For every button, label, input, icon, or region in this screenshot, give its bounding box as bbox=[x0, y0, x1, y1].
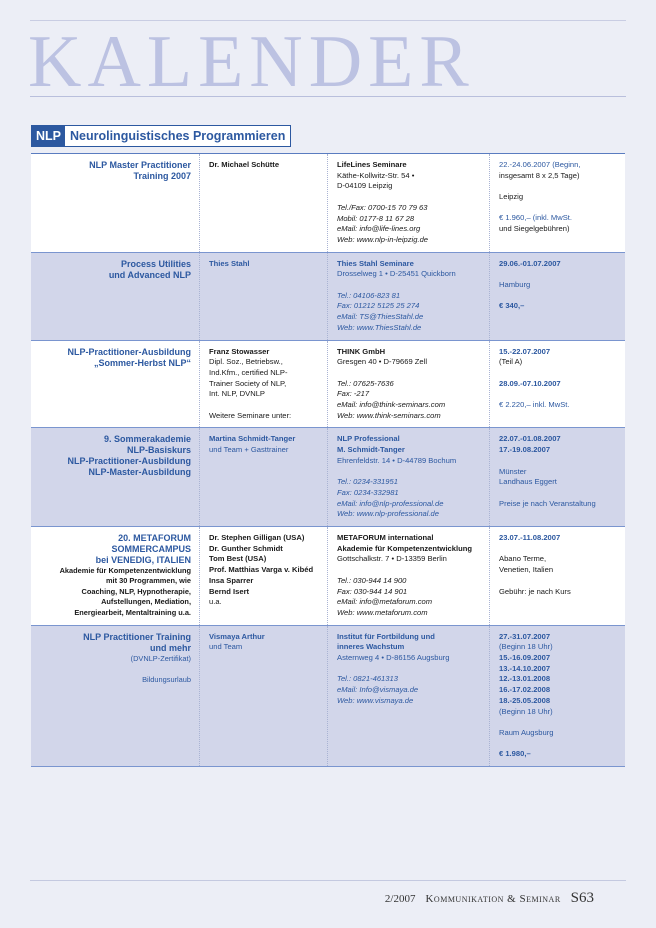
line-gap bbox=[33, 664, 191, 675]
calendar-table bbox=[31, 153, 625, 767]
text-line: und Advanced NLP bbox=[108, 269, 191, 280]
date-price-cell bbox=[489, 154, 625, 252]
text-line: 13.-14.10.2007 bbox=[499, 663, 551, 673]
line-gap bbox=[499, 456, 621, 467]
text-line: u.a. bbox=[209, 597, 222, 607]
text-line: Preise je nach Veranstaltung bbox=[499, 498, 596, 508]
text-line: 20. METAFORUM bbox=[118, 533, 191, 544]
text-line: und Siegelgebühren) bbox=[499, 224, 570, 234]
text-line: inneres Wachstum bbox=[337, 642, 405, 652]
text-line: Drosselweg 1 • D-25451 Quickborn bbox=[337, 269, 456, 279]
text-line: Akademie für Kompetenzentwicklung bbox=[59, 566, 191, 576]
text-line: 29.06.-01.07.2007 bbox=[499, 258, 561, 268]
text-line: Martina Schmidt-Tanger bbox=[209, 434, 296, 444]
text-line: (DVNLP-Zertifikat) bbox=[130, 653, 191, 663]
line-gap bbox=[209, 400, 321, 411]
text-line: Tel.: 0821-461313 bbox=[337, 674, 398, 684]
table-row bbox=[31, 154, 625, 253]
text-line: NLP Professional bbox=[337, 434, 400, 444]
text-line: Dipl. Soz., Betriebsw., bbox=[209, 357, 283, 367]
date-price-cell bbox=[489, 253, 625, 340]
line-gap bbox=[337, 368, 483, 379]
text-line: Fax: 01212 5125 25 274 bbox=[337, 301, 420, 311]
text-line: Thies Stahl bbox=[209, 258, 250, 268]
trainer-cell bbox=[199, 253, 327, 340]
line-gap bbox=[499, 203, 621, 214]
text-line: Tel.: 0234-331951 bbox=[337, 477, 398, 487]
line-gap bbox=[499, 291, 621, 302]
trainer-cell bbox=[199, 428, 327, 526]
text-line: und Team bbox=[209, 642, 243, 652]
date-price-cell bbox=[489, 626, 625, 766]
organizer-cell bbox=[327, 253, 489, 340]
text-line: NLP Master Practitioner bbox=[89, 160, 191, 170]
text-line: Trainer Society of NLP, bbox=[209, 378, 287, 388]
text-line: eMail: Info@vismaya.de bbox=[337, 685, 419, 695]
text-line: Raum Augsburg bbox=[499, 727, 554, 737]
text-line: Weitere Seminare unter: bbox=[209, 410, 292, 420]
text-line: € 1.960,– (inkl. MwSt. bbox=[499, 213, 573, 223]
text-line: Web: www.vismaya.de bbox=[337, 695, 414, 705]
text-line: 27.-31.07.2007 bbox=[499, 631, 551, 641]
text-line: (Beginn 18 Uhr) bbox=[499, 706, 553, 716]
seminar-title-cell bbox=[31, 527, 199, 625]
page-number: S63 bbox=[570, 890, 594, 906]
text-line: D-04109 Leipzig bbox=[337, 181, 393, 191]
text-line: Akademie für Kompetenzentwicklung bbox=[337, 543, 473, 553]
text-line: 9. Sommerakademie bbox=[103, 434, 191, 445]
text-line: insgesamt 8 x 2,5 Tage) bbox=[499, 170, 580, 180]
text-line: Web: www.metaforum.com bbox=[337, 607, 428, 617]
seminar-title-cell bbox=[31, 428, 199, 526]
text-line: Tom Best (USA) bbox=[209, 554, 267, 564]
line-gap bbox=[337, 565, 483, 576]
text-line: Franz Stowasser bbox=[209, 346, 270, 356]
footer-issue: 2/2007 bbox=[384, 893, 416, 905]
section-name: Neurolinguistisches Programmieren bbox=[70, 129, 286, 143]
text-line: Gebühr: je nach Kurs bbox=[499, 586, 571, 596]
line-gap bbox=[337, 192, 483, 203]
text-line: Insa Sparrer bbox=[209, 575, 254, 585]
text-line: 23.07.-11.08.2007 bbox=[499, 533, 561, 543]
organizer-cell bbox=[327, 626, 489, 766]
text-line: Asternweg 4 • D-86156 Augsburg bbox=[337, 653, 450, 663]
text-line: Gottschalkstr. 7 • D-13359 Berlin bbox=[337, 554, 447, 564]
text-line: METAFORUM international bbox=[337, 533, 434, 543]
text-line: 15.-16.09.2007 bbox=[499, 653, 551, 663]
text-line: NLP-Practitioner-Ausbildung bbox=[67, 346, 191, 357]
date-price-cell bbox=[489, 527, 625, 625]
line-gap bbox=[499, 576, 621, 587]
line-gap bbox=[337, 664, 483, 675]
text-line: NLP Practitioner Training bbox=[83, 631, 191, 642]
organizer-cell bbox=[327, 527, 489, 625]
text-line: € 2.220,– inkl. MwSt. bbox=[499, 400, 570, 409]
seminar-title-cell bbox=[31, 626, 199, 766]
text-line: Institut für Fortbildung und bbox=[337, 631, 435, 641]
text-line: Aufstellungen, Mediation, bbox=[101, 597, 191, 607]
text-line: THINK GmbH bbox=[337, 346, 386, 356]
line-gap bbox=[499, 488, 621, 499]
text-line: € 340,– bbox=[499, 301, 525, 311]
text-line: Ehrenfeldstr. 14 • D-44789 Bochum bbox=[337, 455, 457, 465]
seminar-title-cell bbox=[31, 341, 199, 428]
text-line: eMail: info@nlp-professional.de bbox=[337, 498, 444, 508]
footer-magazine: Kommunikation & Seminar bbox=[425, 893, 561, 905]
text-line: bei VENEDIG, ITALIEN bbox=[95, 555, 191, 566]
table-row bbox=[31, 428, 625, 527]
text-line: Bernd Isert bbox=[209, 586, 250, 596]
organizer-cell bbox=[327, 154, 489, 252]
text-line: Abano Terme, bbox=[499, 554, 547, 564]
text-line: (Teil A) bbox=[499, 357, 523, 367]
organizer-cell bbox=[327, 341, 489, 428]
text-line: „Sommer-Herbst NLP“ bbox=[93, 357, 191, 368]
text-line: Training 2007 bbox=[133, 171, 191, 181]
masthead-title: KALENDER bbox=[28, 21, 475, 103]
text-line: Mobil: 0177-8 11 67 28 bbox=[337, 213, 415, 223]
text-line: Tel.: 030-944 14 900 bbox=[337, 575, 407, 585]
line-gap bbox=[337, 280, 483, 291]
text-line: Coaching, NLP, Hypnotherapie, bbox=[81, 586, 191, 596]
text-line: eMail: info@life-lines.org bbox=[337, 224, 421, 234]
table-row bbox=[31, 253, 625, 341]
text-line: (Beginn 18 Uhr) bbox=[499, 642, 553, 652]
line-gap bbox=[499, 368, 621, 379]
text-line: Käthe-Kollwitz-Str. 54 • bbox=[337, 170, 415, 180]
text-line: Hamburg bbox=[499, 280, 531, 289]
date-price-cell bbox=[489, 341, 625, 428]
text-line: Prof. Matthias Varga v. Kibéd bbox=[209, 565, 314, 575]
text-line: Web: www.think-seminars.com bbox=[337, 410, 441, 420]
text-line: Web: www.nlp-in-leipzig.de bbox=[337, 234, 429, 244]
text-line: Vismaya Arthur bbox=[209, 631, 265, 641]
text-line: SOMMERCAMPUS bbox=[111, 544, 191, 555]
text-line: 18.-25.05.2008 bbox=[499, 695, 551, 705]
table-row bbox=[31, 341, 625, 429]
text-line: eMail: info@think-seminars.com bbox=[337, 400, 446, 410]
text-line: 15.-22.07.2007 bbox=[499, 346, 551, 356]
line-gap bbox=[499, 389, 621, 400]
trainer-cell bbox=[199, 527, 327, 625]
text-line: NLP-Master-Ausbildung bbox=[88, 467, 191, 478]
table-row bbox=[31, 527, 625, 626]
text-line: eMail: info@metaforum.com bbox=[337, 597, 433, 607]
text-line: 12.-13.01.2008 bbox=[499, 674, 551, 684]
text-line: NLP-Basiskurs bbox=[126, 445, 191, 456]
text-line: Landhaus Eggert bbox=[499, 477, 557, 487]
text-line: mit 30 Programmen, wie bbox=[105, 576, 191, 586]
footer bbox=[385, 890, 594, 907]
text-line: Tel.: 04106-823 81 bbox=[337, 290, 401, 300]
text-line: Web: www.ThiesStahl.de bbox=[337, 322, 422, 332]
table-row bbox=[31, 626, 625, 767]
trainer-cell bbox=[199, 154, 327, 252]
text-line: Tel.: 07625-7636 bbox=[337, 378, 394, 388]
text-line: Leipzig bbox=[499, 192, 524, 202]
text-line: € 1.980,– bbox=[499, 749, 531, 759]
text-line: Dr. Michael Schütte bbox=[209, 160, 280, 169]
text-line: 22.-24.06.2007 (Beginn, bbox=[499, 160, 581, 169]
text-line: Münster bbox=[499, 466, 527, 476]
footer-rule bbox=[30, 880, 626, 881]
text-line: Ind.Kfm., certified NLP- bbox=[209, 367, 288, 377]
seminar-title-cell bbox=[31, 154, 199, 252]
text-line: 28.09.-07.10.2007 bbox=[499, 378, 561, 388]
text-line: Int. NLP, DVNLP bbox=[209, 389, 265, 399]
text-line: eMail: TS@ThiesStahl.de bbox=[337, 312, 424, 322]
text-line: Dr. Gunther Schmidt bbox=[209, 543, 283, 553]
text-line: Web: www.nlp-professional.de bbox=[337, 509, 440, 519]
text-line: Dr. Stephen Gilligan (USA) bbox=[209, 533, 305, 543]
text-line: 16.-17.02.2008 bbox=[499, 685, 551, 695]
text-line: Fax: -217 bbox=[337, 389, 370, 399]
line-gap bbox=[499, 269, 621, 280]
line-gap bbox=[499, 544, 621, 555]
line-gap bbox=[499, 739, 621, 750]
text-line: NLP-Practitioner-Ausbildung bbox=[67, 456, 191, 467]
section-header bbox=[31, 125, 291, 147]
masthead-rule bbox=[30, 96, 626, 97]
text-line: Thies Stahl Seminare bbox=[337, 258, 414, 268]
text-line: M. Schmidt-Tanger bbox=[337, 445, 405, 455]
organizer-cell bbox=[327, 428, 489, 526]
text-line: und mehr bbox=[149, 642, 191, 653]
text-line: 22.07.-01.08.2007 bbox=[499, 434, 561, 444]
text-line: Venetien, Italien bbox=[499, 565, 554, 575]
text-line: Fax: 030-944 14 901 bbox=[337, 586, 408, 596]
text-line: Tel./Fax: 0700-15 70 79 63 bbox=[337, 202, 428, 212]
section-tag: NLP bbox=[32, 126, 65, 146]
trainer-cell bbox=[199, 341, 327, 428]
line-gap bbox=[499, 717, 621, 728]
date-price-cell bbox=[489, 428, 625, 526]
text-line: Bildungsurlaub bbox=[142, 674, 191, 684]
text-line: LifeLines Seminare bbox=[337, 160, 407, 169]
seminar-title-cell bbox=[31, 253, 199, 340]
text-line: Energiearbeit, Mentaltraining u.a. bbox=[74, 607, 191, 617]
text-line: Process Utilities bbox=[120, 258, 191, 269]
line-gap bbox=[499, 181, 621, 192]
trainer-cell bbox=[199, 626, 327, 766]
text-line: Gresgen 40 • D-79669 Zell bbox=[337, 357, 428, 367]
text-line: 17.-19.08.2007 bbox=[499, 445, 551, 455]
text-line: und Team + Gasttrainer bbox=[209, 445, 289, 455]
line-gap bbox=[337, 467, 483, 478]
text-line: Fax: 0234-332981 bbox=[337, 487, 399, 497]
